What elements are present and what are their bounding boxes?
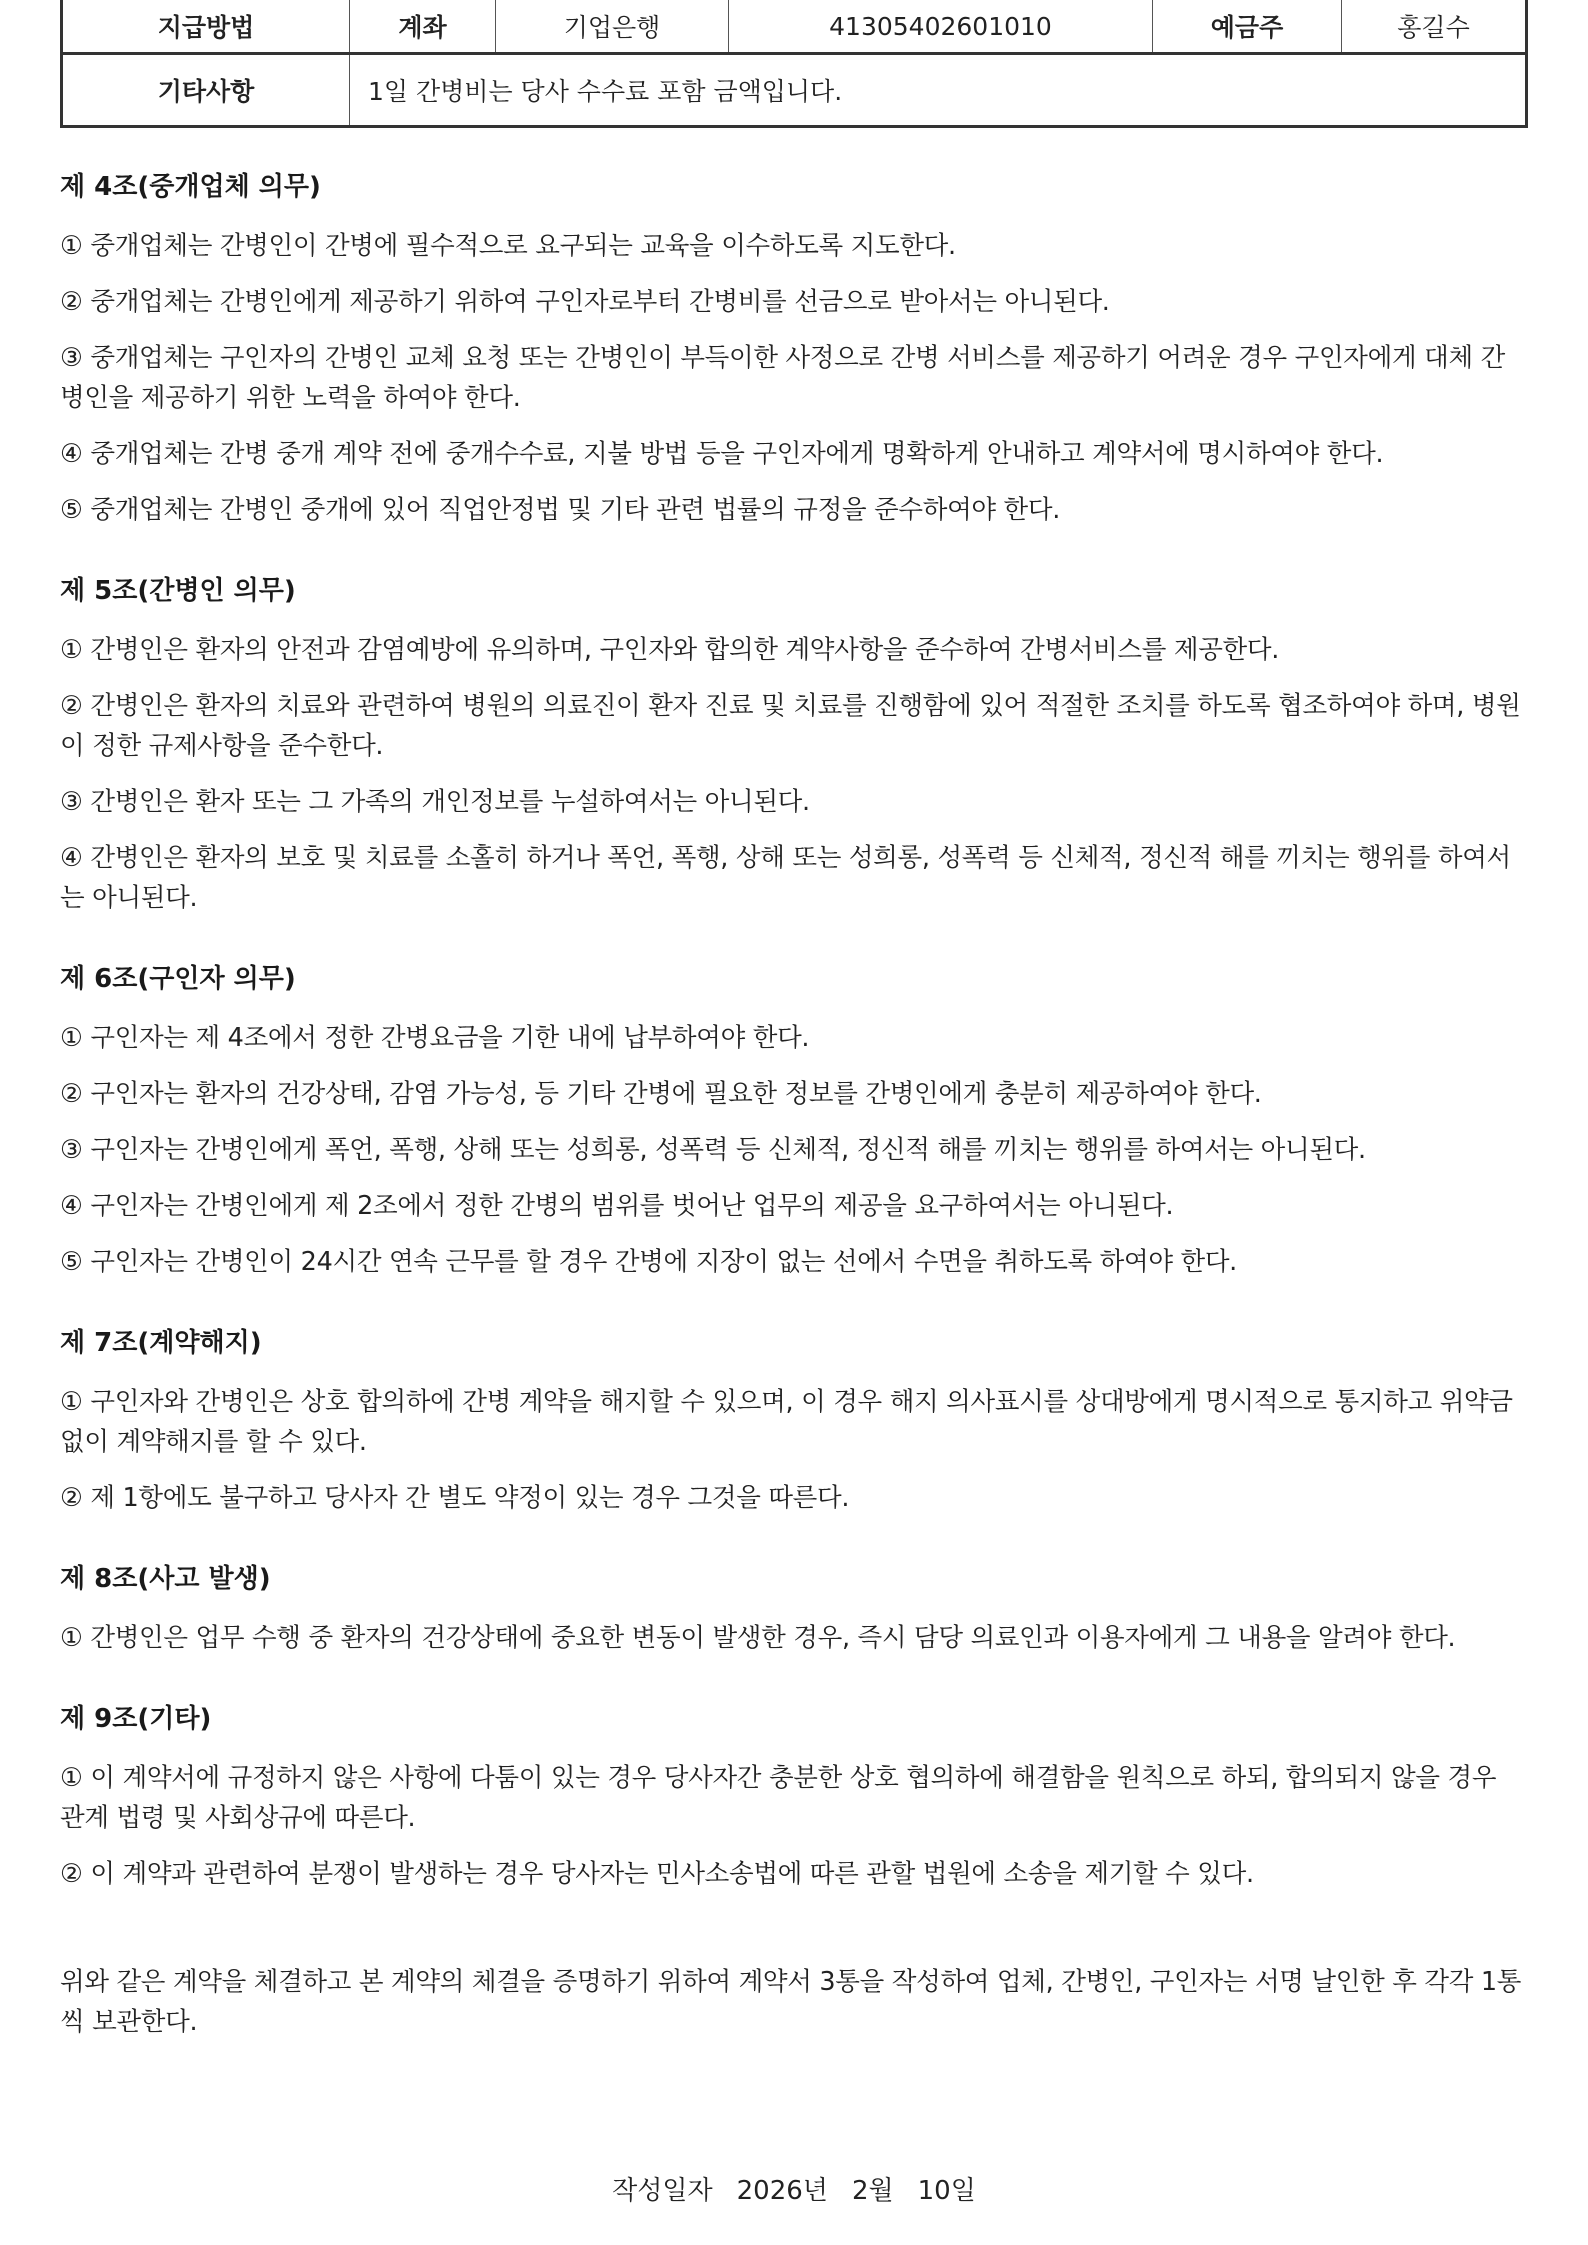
article-clause: ① 이 계약서에 규정하지 않은 사항에 다툼이 있는 경우 당사자간 충분한 상호 협의하에 해결함을 원칙으로 하되, 합의되지 않을 경우 관계 법령 및 사회상규에 따른다. — [60, 1763, 1497, 1833]
article-clause: ② 구인자는 환자의 건강상태, 감염 가능성, 등 기타 간병에 필요한 정보를 간병인에게 충분히 제공하여야 한다. — [60, 1079, 1262, 1109]
article-title: 제 4조(중개업체 의무) — [60, 172, 321, 202]
article-clause: ① 간병인은 환자의 안전과 감염예방에 유의하며, 구인자와 합의한 계약사항을 준수하여 간병서비스를 제공한다. — [60, 635, 1280, 665]
article-title: 제 8조(사고 발생) — [60, 1564, 271, 1594]
account-holder-name: 홍길수 — [1342, 0, 1527, 54]
article-clause: ② 이 계약과 관련하여 분쟁이 발생하는 경우 당사자는 민사소송법에 따른 관할 법원에 소송을 제기할 수 있다. — [60, 1859, 1254, 1889]
remarks-label: 기타사항 — [62, 54, 350, 127]
bank-name: 기업은행 — [496, 0, 729, 54]
article-clause: ① 구인자는 제 4조에서 정한 간병요금을 기한 내에 납부하여야 한다. — [60, 1023, 810, 1053]
payment-method-row — [62, 0, 1527, 54]
article-title: 제 7조(계약해지) — [60, 1328, 262, 1358]
date-month: 2월 — [851, 2176, 894, 2206]
remarks-value: 1일 간병비는 당사 수수료 포함 금액입니다. — [350, 54, 1527, 127]
article-title: 제 5조(간병인 의무) — [60, 576, 296, 606]
article-section — [60, 170, 1525, 530]
date-year: 2026년 — [736, 2176, 828, 2206]
article-clause: ④ 중개업체는 간병 중개 계약 전에 중개수수료, 지불 방법 등을 구인자에게 명확하게 안내하고 계약서에 명시하여야 한다. — [60, 439, 1384, 469]
article-clause: ④ 간병인은 환자의 보호 및 치료를 소홀히 하거나 폭언, 폭행, 상해 또는 성희롱, 성폭력 등 신체적, 정신적 해를 끼치는 행위를 하여서는 아니된다. — [60, 843, 1511, 913]
payment-method-value: 계좌 — [350, 0, 496, 54]
article-clause: ③ 중개업체는 구인자의 간병인 교체 요청 또는 간병인이 부득이한 사정으로 간병 서비스를 제공하기 어려운 경우 구인자에게 대체 간병인을 제공하기 위한 노력을 하여야 한다. — [60, 343, 1505, 413]
article-section — [60, 1702, 1525, 1894]
article-clause: ⑤ 구인자는 간병인이 24시간 연속 근무를 할 경우 간병에 지장이 없는 선에서 수면을 취하도록 하여야 한다. — [60, 1247, 1237, 1277]
article-clause: ① 중개업체는 간병인이 간병에 필수적으로 요구되는 교육을 이수하도록 지도한다. — [60, 231, 956, 261]
article-clause: ② 제 1항에도 불구하고 당사자 간 별도 약정이 있는 경우 그것을 따른다. — [60, 1483, 850, 1513]
article-section — [60, 1562, 1525, 1658]
article-section — [60, 962, 1525, 1282]
account-holder-label: 예금주 — [1153, 0, 1342, 54]
date-day: 10일 — [917, 2176, 976, 2206]
article-section — [60, 1326, 1525, 1518]
account-number: 41305402601010 — [729, 0, 1153, 54]
article-clause: ③ 간병인은 환자 또는 그 가족의 개인정보를 누설하여서는 아니된다. — [60, 787, 810, 817]
date-line — [0, 2170, 1588, 2207]
article-section — [60, 574, 1525, 918]
contract-page — [60, 0, 1525, 2042]
article-clause: ④ 구인자는 간병인에게 제 2조에서 정한 간병의 범위를 벗어난 업무의 제공을 요구하여서는 아니된다. — [60, 1191, 1174, 1221]
payment-method-label: 지급방법 — [62, 0, 350, 54]
article-clause: ① 간병인은 업무 수행 중 환자의 건강상태에 중요한 변동이 발생한 경우, 즉시 담당 의료인과 이용자에게 그 내용을 알려야 한다. — [60, 1623, 1456, 1653]
article-title: 제 9조(기타) — [60, 1704, 212, 1734]
closing-statement: 위와 같은 계약을 체결하고 본 계약의 체결을 증명하기 위하여 계약서 3통을 작성하여 업체, 간병인, 구인자는 서명 날인한 후 각각 1통씩 보관한다. — [60, 1967, 1522, 2037]
article-title: 제 6조(구인자 의무) — [60, 964, 296, 994]
article-clause: ① 구인자와 간병인은 상호 합의하에 간병 계약을 해지할 수 있으며, 이 경우 해지 의사표시를 상대방에게 명시적으로 통지하고 위약금 없이 계약해지를 할 수 있다. — [60, 1387, 1513, 1457]
remarks-row — [62, 54, 1527, 127]
article-clause: ③ 구인자는 간병인에게 폭언, 폭행, 상해 또는 성희롱, 성폭력 등 신체적, 정신적 해를 끼치는 행위를 하여서는 아니된다. — [60, 1135, 1366, 1165]
article-clause: ⑤ 중개업체는 간병인 중개에 있어 직업안정법 및 기타 관련 법률의 규정을 준수하여야 한다. — [60, 495, 1061, 525]
payment-info-table — [60, 0, 1528, 128]
article-clause: ② 간병인은 환자의 치료와 관련하여 병원의 의료진이 환자 진료 및 치료를 진행함에 있어 적절한 조치를 하도록 협조하여야 하며, 병원이 정한 규제사항을 준수한다. — [60, 691, 1521, 761]
date-label: 작성일자 — [612, 2176, 713, 2206]
article-clause: ② 중개업체는 간병인에게 제공하기 위하여 구인자로부터 간병비를 선금으로 받아서는 아니된다. — [60, 287, 1110, 317]
articles-section — [60, 170, 1525, 1894]
